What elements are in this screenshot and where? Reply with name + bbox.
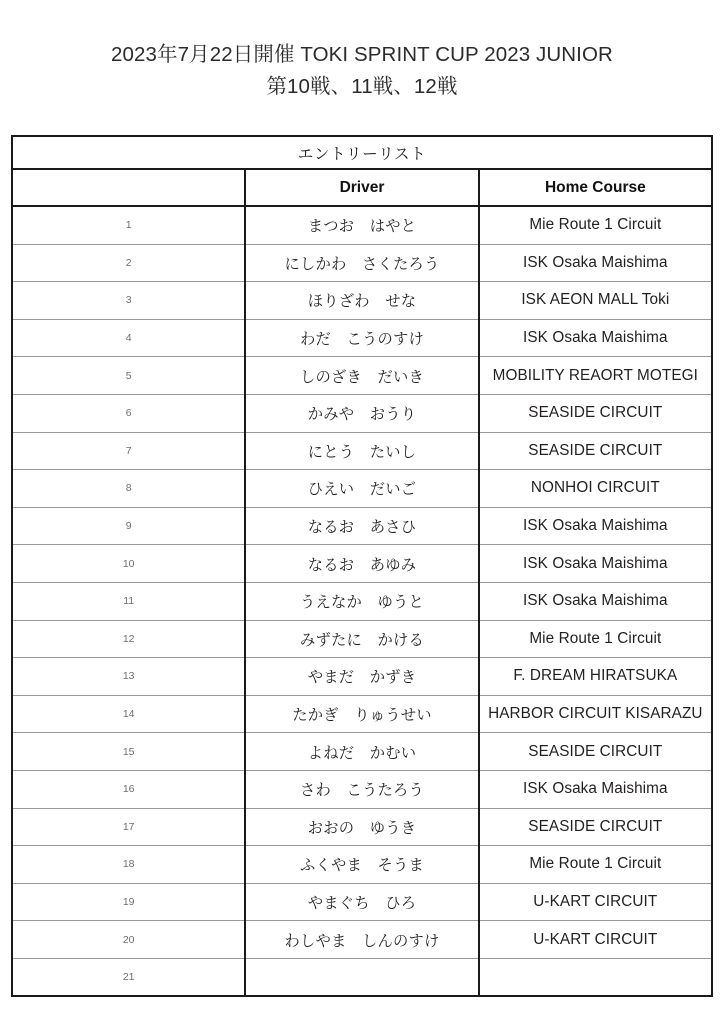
table-caption-row [12, 136, 712, 169]
home-course-cell: ISK Osaka Maishima [479, 582, 712, 620]
column-header-driver: Driver [245, 169, 478, 206]
driver-name-cell: まつお はやと [245, 206, 478, 244]
home-course-cell: ISK AEON MALL Toki [479, 282, 712, 320]
row-number-cell: 9 [12, 507, 245, 545]
page-title: 2023年7月22日開催 TOKI SPRINT CUP 2023 JUNIOR [111, 43, 613, 66]
driver-name-cell: うえなか ゆうと [245, 582, 478, 620]
table-row [12, 620, 712, 658]
home-course-cell: F. DREAM HIRATSUKA [479, 658, 712, 696]
table-row [12, 695, 712, 733]
row-number-cell: 5 [12, 357, 245, 395]
table-row [12, 545, 712, 583]
row-number-cell: 7 [12, 432, 245, 470]
document-title-block [0, 0, 724, 102]
column-header-number [12, 169, 245, 206]
driver-name-cell: やまぐち ひろ [245, 883, 478, 921]
home-course-cell: Mie Route 1 Circuit [479, 620, 712, 658]
home-course-cell: SEASIDE CIRCUIT [479, 394, 712, 432]
driver-name-cell: おおの ゆうき [245, 808, 478, 846]
table-row [12, 958, 712, 996]
table-row [12, 770, 712, 808]
row-number-cell: 20 [12, 921, 245, 959]
home-course-cell: ISK Osaka Maishima [479, 770, 712, 808]
driver-name-cell: なるお あさひ [245, 507, 478, 545]
table-row [12, 883, 712, 921]
driver-name-cell: なるお あゆみ [245, 545, 478, 583]
home-course-cell: SEASIDE CIRCUIT [479, 808, 712, 846]
home-course-cell: ISK Osaka Maishima [479, 545, 712, 583]
table-row [12, 733, 712, 771]
row-number-cell: 12 [12, 620, 245, 658]
row-number-cell: 11 [12, 582, 245, 620]
row-number-cell: 6 [12, 394, 245, 432]
home-course-cell: MOBILITY REAORT MOTEGI [479, 357, 712, 395]
driver-name-cell: やまだ かずき [245, 658, 478, 696]
table-row [12, 244, 712, 282]
table-caption: エントリーリスト [12, 136, 712, 169]
row-number-cell: 8 [12, 470, 245, 508]
driver-name-cell: かみや おうり [245, 394, 478, 432]
table-row [12, 658, 712, 696]
table-row [12, 808, 712, 846]
row-number-cell: 3 [12, 282, 245, 320]
home-course-cell: NONHOI CIRCUIT [479, 470, 712, 508]
row-number-cell: 19 [12, 883, 245, 921]
row-number-cell: 16 [12, 770, 245, 808]
table-row [12, 470, 712, 508]
driver-name-cell: にとう たいし [245, 432, 478, 470]
table-row [12, 582, 712, 620]
table-row [12, 921, 712, 959]
home-course-cell: U-KART CIRCUIT [479, 883, 712, 921]
driver-name-cell: たかぎ りゅうせい [245, 695, 478, 733]
driver-name-cell: ほりざわ せな [245, 282, 478, 320]
entry-list-table-wrap [11, 135, 713, 997]
home-course-cell: SEASIDE CIRCUIT [479, 432, 712, 470]
home-course-cell: SEASIDE CIRCUIT [479, 733, 712, 771]
home-course-cell: Mie Route 1 Circuit [479, 206, 712, 244]
driver-name-cell: さわ こうたろう [245, 770, 478, 808]
driver-name-cell: にしかわ さくたろう [245, 244, 478, 282]
home-course-cell: ISK Osaka Maishima [479, 319, 712, 357]
row-number-cell: 4 [12, 319, 245, 357]
home-course-cell: U-KART CIRCUIT [479, 921, 712, 959]
entry-list-table [11, 135, 713, 997]
home-course-cell: Mie Route 1 Circuit [479, 846, 712, 884]
row-number-cell: 21 [12, 958, 245, 996]
column-header-home-course: Home Course [479, 169, 712, 206]
driver-name-cell: わしやま しんのすけ [245, 921, 478, 959]
driver-name-cell [245, 958, 478, 996]
row-number-cell: 15 [12, 733, 245, 771]
home-course-cell: HARBOR CIRCUIT KISARAZU [479, 695, 712, 733]
row-number-cell: 2 [12, 244, 245, 282]
driver-name-cell: よねだ かむい [245, 733, 478, 771]
home-course-cell [479, 958, 712, 996]
row-number-cell: 13 [12, 658, 245, 696]
row-number-cell: 18 [12, 846, 245, 884]
row-number-cell: 1 [12, 206, 245, 244]
table-row [12, 319, 712, 357]
table-row [12, 432, 712, 470]
driver-name-cell: ふくやま そうま [245, 846, 478, 884]
row-number-cell: 17 [12, 808, 245, 846]
entry-list-table-body [12, 136, 712, 996]
row-number-cell: 14 [12, 695, 245, 733]
table-row [12, 846, 712, 884]
table-row [12, 357, 712, 395]
driver-name-cell: みずたに かける [245, 620, 478, 658]
table-row [12, 394, 712, 432]
driver-name-cell: しのざき だいき [245, 357, 478, 395]
table-header-row [12, 169, 712, 206]
page-subtitle: 第10戦、11戦、12戦 [266, 75, 458, 98]
table-row [12, 507, 712, 545]
table-row [12, 282, 712, 320]
driver-name-cell: わだ こうのすけ [245, 319, 478, 357]
driver-name-cell: ひえい だいご [245, 470, 478, 508]
home-course-cell: ISK Osaka Maishima [479, 244, 712, 282]
home-course-cell: ISK Osaka Maishima [479, 507, 712, 545]
table-row [12, 206, 712, 244]
row-number-cell: 10 [12, 545, 245, 583]
